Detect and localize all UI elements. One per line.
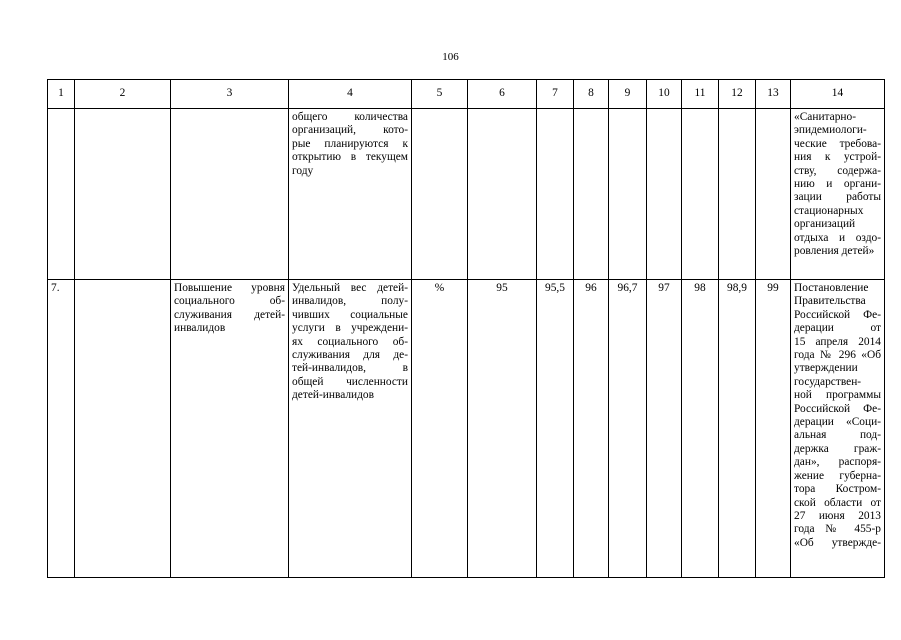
text-line: дерации от [794, 322, 881, 335]
text-line: 27 июня 2013 [794, 509, 881, 522]
cell-indicator-continuation [289, 109, 412, 280]
cell-value-empty [537, 109, 574, 280]
text-line: общего количества [292, 111, 408, 123]
text-line: организаций, кото- [292, 124, 408, 137]
header-cell-7: 7 [537, 80, 574, 109]
text-line: дан», распоря- [794, 456, 881, 469]
indicator-table [47, 79, 885, 578]
text-line: ровления детей» [794, 245, 875, 258]
cell-value-empty [682, 109, 719, 280]
text-line: ству, содержа- [794, 164, 881, 177]
cell-indicator [289, 280, 412, 578]
cell-program-empty [75, 109, 171, 280]
header-cell-9: 9 [609, 80, 647, 109]
text-line: зации работы [794, 191, 881, 204]
cell-goal-empty [171, 109, 289, 280]
table-row-7 [48, 280, 885, 578]
text-line: услуги в учреждени- [292, 322, 408, 335]
cell-value: 97 [647, 280, 682, 578]
text-line: ческие требова- [794, 137, 881, 150]
text-line: Постановление [794, 282, 869, 294]
text-line: года № 296 «Об [794, 349, 881, 362]
text-line: нию и органи- [794, 178, 881, 191]
text-line: «Об утвержде- [794, 536, 881, 549]
text-line: отдыха и оздо- [794, 231, 881, 244]
header-cell-4: 4 [289, 80, 412, 109]
text-line: служивания детей- [174, 308, 285, 321]
cell-number-empty [48, 109, 75, 280]
text-line: году [292, 164, 314, 177]
text-line: чивших социальные [292, 308, 408, 321]
cell-value-empty [574, 109, 609, 280]
text-line: ской области от [794, 496, 881, 509]
text-line: эпидемиологи- [794, 124, 867, 137]
cell-value: 99 [756, 280, 791, 578]
text-line: социального об- [174, 295, 285, 308]
cell-value: 96 [574, 280, 609, 578]
text-line: детей-инвалидов [292, 389, 374, 402]
cell-goal [171, 280, 289, 578]
text-line: открытию в текущем [292, 151, 408, 164]
text-line: альная под- [794, 429, 881, 442]
text-line: Удельный вес детей- [292, 282, 408, 294]
row-number: 7. [48, 280, 75, 578]
table-row-continuation [48, 109, 885, 280]
cell-value: 95,5 [537, 280, 574, 578]
text-line: служивания для де- [292, 349, 408, 362]
cell-basis [791, 280, 885, 578]
header-cell-1: 1 [48, 80, 75, 109]
text-line: тора Костром- [794, 483, 881, 496]
table-header-row [48, 80, 885, 109]
text-line: ях социального об- [292, 335, 408, 348]
cell-value: 96,7 [609, 280, 647, 578]
cell-unit: % [412, 280, 468, 578]
cell-unit-empty [412, 109, 468, 280]
text-line: года № 455-р [794, 523, 881, 536]
text-line: организаций [794, 218, 856, 231]
text-line: тей-инвалидов, в [292, 362, 408, 375]
text-line: держка граж- [794, 442, 881, 455]
cell-value-empty [719, 109, 756, 280]
header-cell-11: 11 [682, 80, 719, 109]
header-cell-3: 3 [171, 80, 289, 109]
text-line: дерации «Соци- [794, 416, 881, 429]
header-cell-10: 10 [647, 80, 682, 109]
text-line: Правительства [794, 295, 866, 308]
text-line: инвалидов, полу- [292, 295, 408, 308]
cell-value: 95 [468, 280, 537, 578]
text-line: ния к устрой- [794, 151, 881, 164]
header-cell-12: 12 [719, 80, 756, 109]
cell-value-empty [756, 109, 791, 280]
header-cell-8: 8 [574, 80, 609, 109]
cell-program-empty [75, 280, 171, 578]
text-line: утверждении [794, 362, 858, 375]
text-line: Повышение уровня [174, 282, 285, 294]
cell-value: 98,9 [719, 280, 756, 578]
text-line: Российской Фе- [794, 308, 881, 321]
text-line: 15 апреля 2014 [794, 335, 881, 348]
text-line: жение губерна- [794, 469, 881, 482]
cell-value: 98 [682, 280, 719, 578]
text-line: стационарных [794, 204, 864, 217]
header-cell-2: 2 [75, 80, 171, 109]
header-cell-13: 13 [756, 80, 791, 109]
header-cell-14: 14 [791, 80, 885, 109]
text-line: инвалидов [174, 322, 226, 335]
text-line: рые планируются к [292, 137, 408, 150]
cell-value-empty [609, 109, 647, 280]
text-line: Российской Фе- [794, 402, 881, 415]
cell-value-empty [647, 109, 682, 280]
page-number: 106 [442, 51, 459, 63]
text-line: ной программы [794, 389, 881, 402]
cell-value-empty [468, 109, 537, 280]
cell-basis-continuation [791, 109, 885, 280]
header-cell-6: 6 [468, 80, 537, 109]
header-cell-5: 5 [412, 80, 468, 109]
text-line: «Санитарно- [794, 111, 856, 123]
text-line: государствен- [794, 375, 862, 388]
text-line: общей численности [292, 375, 408, 388]
